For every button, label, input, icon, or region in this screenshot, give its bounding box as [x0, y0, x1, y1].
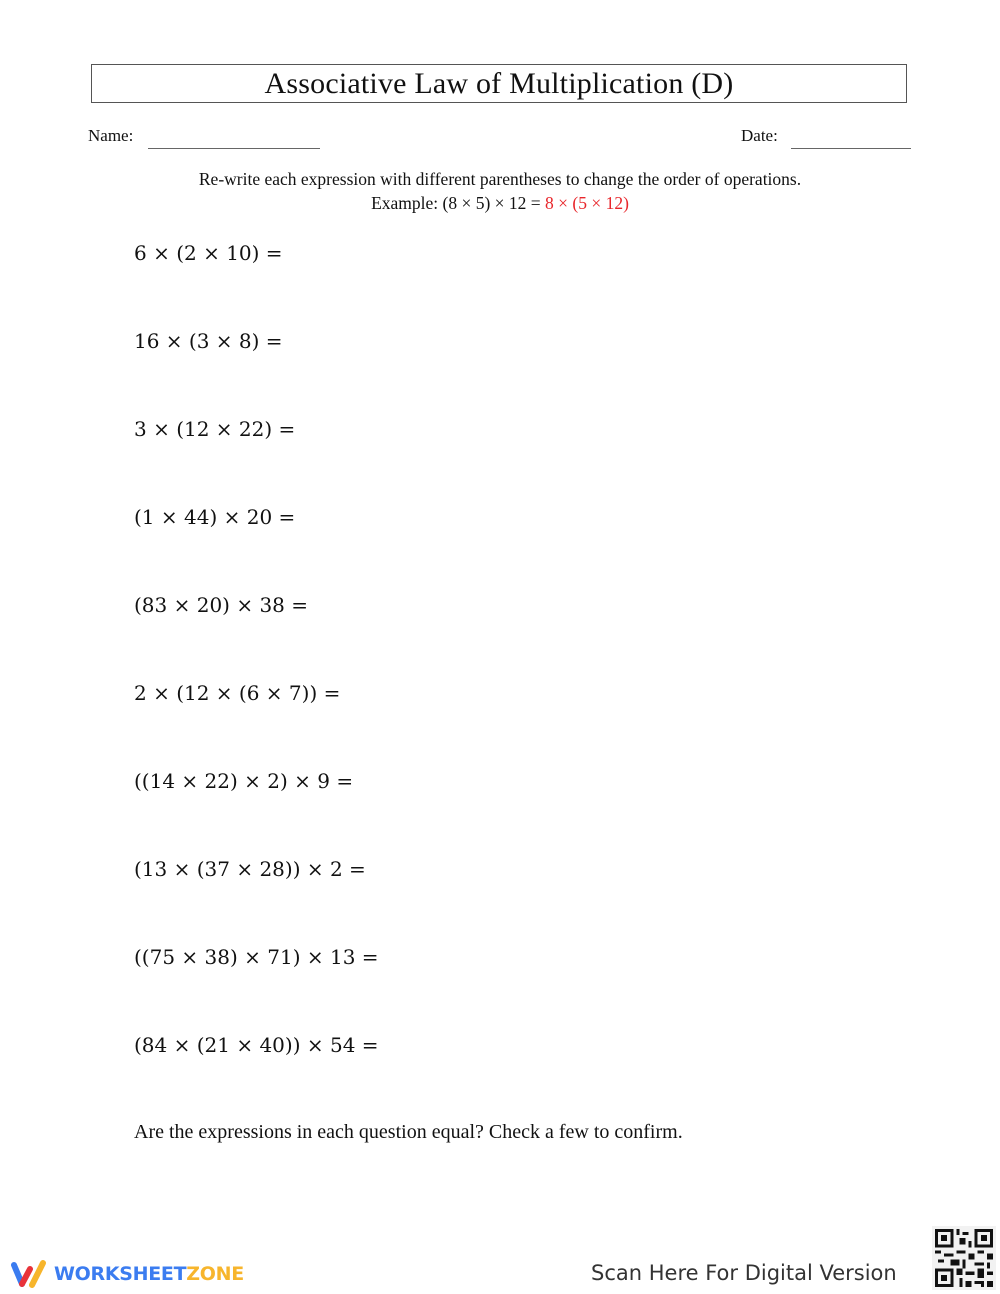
date-label: Date:	[741, 126, 778, 145]
problem-expression: (13 × (37 × 28)) × 2 =	[134, 857, 366, 881]
page-title: Associative Law of Multiplication (D)	[264, 66, 734, 100]
closing-question: Are the expressions in each question equal? Check a few to confirm.	[134, 1121, 683, 1143]
problem-expression: 2 × (12 × (6 × 7)) =	[134, 681, 341, 705]
problem-expression: ((75 × 38) × 71) × 13 =	[134, 945, 379, 969]
scan-text: Scan Here For Digital Version	[591, 1261, 897, 1285]
problem-expression: (1 × 44) × 20 =	[134, 505, 296, 529]
instructions-text: Re-write each expression with different parentheses to change the order of operations.	[198, 169, 802, 189]
problem-expression: (83 × 20) × 38 =	[134, 593, 309, 617]
example-line	[0, 193, 1000, 214]
problem-expression: 16 × (3 × 8) =	[134, 329, 283, 353]
problem-expression: (84 × (21 × 40)) × 54 =	[134, 1033, 379, 1057]
example-expression: (8 × 5) × 12 =	[442, 193, 541, 213]
brand-part-2: ZONE	[186, 1263, 244, 1285]
date-field[interactable]	[791, 148, 911, 149]
problem-expression: ((14 × 22) × 2) × 9 =	[134, 769, 354, 793]
brand-part-1: WORKSHEET	[54, 1263, 187, 1285]
brand-name	[54, 1263, 244, 1285]
title-box	[91, 64, 907, 103]
name-label: Name:	[88, 126, 134, 145]
brand-logo[interactable]	[10, 1259, 244, 1289]
example-label: Example:	[371, 193, 439, 213]
example-answer: 8 × (5 × 12)	[545, 193, 629, 213]
problem-expression: 6 × (2 × 10) =	[134, 241, 283, 265]
worksheetzone-logo-icon	[10, 1259, 48, 1289]
problem-expression: 3 × (12 × 22) =	[134, 417, 296, 441]
qr-code-icon[interactable]	[932, 1226, 996, 1290]
name-field[interactable]	[148, 148, 320, 149]
